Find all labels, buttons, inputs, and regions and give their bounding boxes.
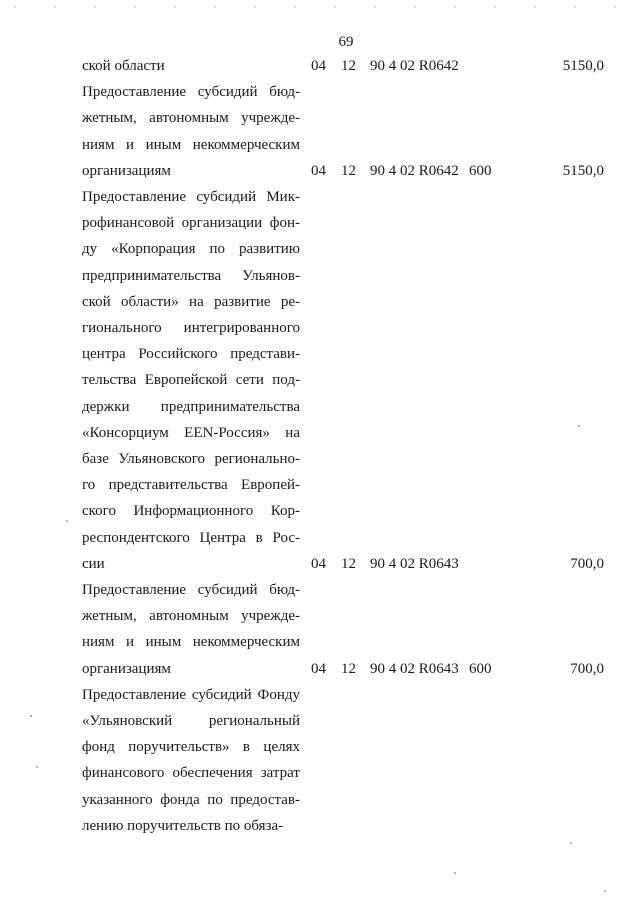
amount: 700,0 [570,555,604,572]
row-text-line: «Ульяновский региональный [82,713,300,729]
amount: 5150,0 [562,58,604,74]
row-text-line: жетным, автономным учрежде- [82,110,300,127]
row-text-line: предпринимательства Ульянов- [82,267,300,284]
pr-code: 12 [341,660,356,677]
pr-code: 12 [341,162,356,179]
row-text-line: го представительства Европей- [82,477,300,494]
row-text-line: центра Российского представи- [82,346,300,363]
row-text-line: Предоставление субсидий бюд- [82,582,300,598]
rz-code: 04 [311,162,326,179]
row-text-line: Предоставление субсидий бюд- [82,84,300,101]
row-text-line: организациям [82,660,171,677]
row-text-line: ниям и иным некоммерческим [82,634,300,651]
csr-code: 90 4 02 R0643 [370,555,459,572]
csr-code: 90 4 02 R0643 [370,660,459,677]
row-text-line: лению поручительств по обяза- [82,817,284,834]
scan-speck [66,520,68,522]
scan-speck [578,425,580,427]
scan-speck [570,842,572,844]
scan-speck [36,766,38,768]
row-text-line: держки предпринимательства [82,398,300,415]
row-text-line: Предоставление субсидий Мик- [82,189,300,205]
scan-speck [30,715,32,717]
row-text-line: «Консорциум EEN-Россия» на [82,424,300,441]
row-text-line: указанного фонда по предостав- [82,791,300,808]
row-text-line: фонд поручительств» в целях [82,739,300,756]
row-text-line: ской области» на развитие ре- [82,293,300,310]
row-text-line: ду «Корпорация по развитию [82,241,300,258]
scan-speck [454,872,456,874]
row-text-line: базе Ульяновского регионально- [82,451,300,467]
row-text-line: ской области [82,58,165,74]
pr-code: 12 [341,58,356,74]
row-text-line: жетным, автономным учрежде- [82,608,300,625]
row-text-line: сии [82,555,105,572]
row-text-line: организациям [82,162,171,179]
amount: 5150,0 [562,162,604,179]
amount: 700,0 [570,660,604,677]
row-text-line: респондентского Центра в Рос- [82,529,300,546]
rz-code: 04 [311,58,326,74]
vr-code: 600 [469,162,492,179]
rz-code: 04 [311,555,326,572]
scan-speck [604,890,606,892]
row-text-line: гионального интегрированного [82,320,300,336]
pr-code: 12 [341,555,356,572]
vr-code: 600 [469,660,492,677]
row-text-line: финансового обеспечения затрат [82,765,300,782]
row-text-line: рофинансовой организации фон- [82,215,300,232]
scan-noise [0,6,640,8]
row-text-line: ского Информационного Кор- [82,503,300,520]
csr-code: 90 4 02 R0642 [370,58,459,74]
page-number: 69 [338,34,354,50]
row-text-line: Предоставление субсидий Фонду [82,686,300,703]
row-text-line: тельства Европейской сети под- [82,372,300,389]
csr-code: 90 4 02 R0642 [370,162,459,179]
rz-code: 04 [311,660,326,677]
row-text-line: ниям и иным некоммерческим [82,136,300,153]
